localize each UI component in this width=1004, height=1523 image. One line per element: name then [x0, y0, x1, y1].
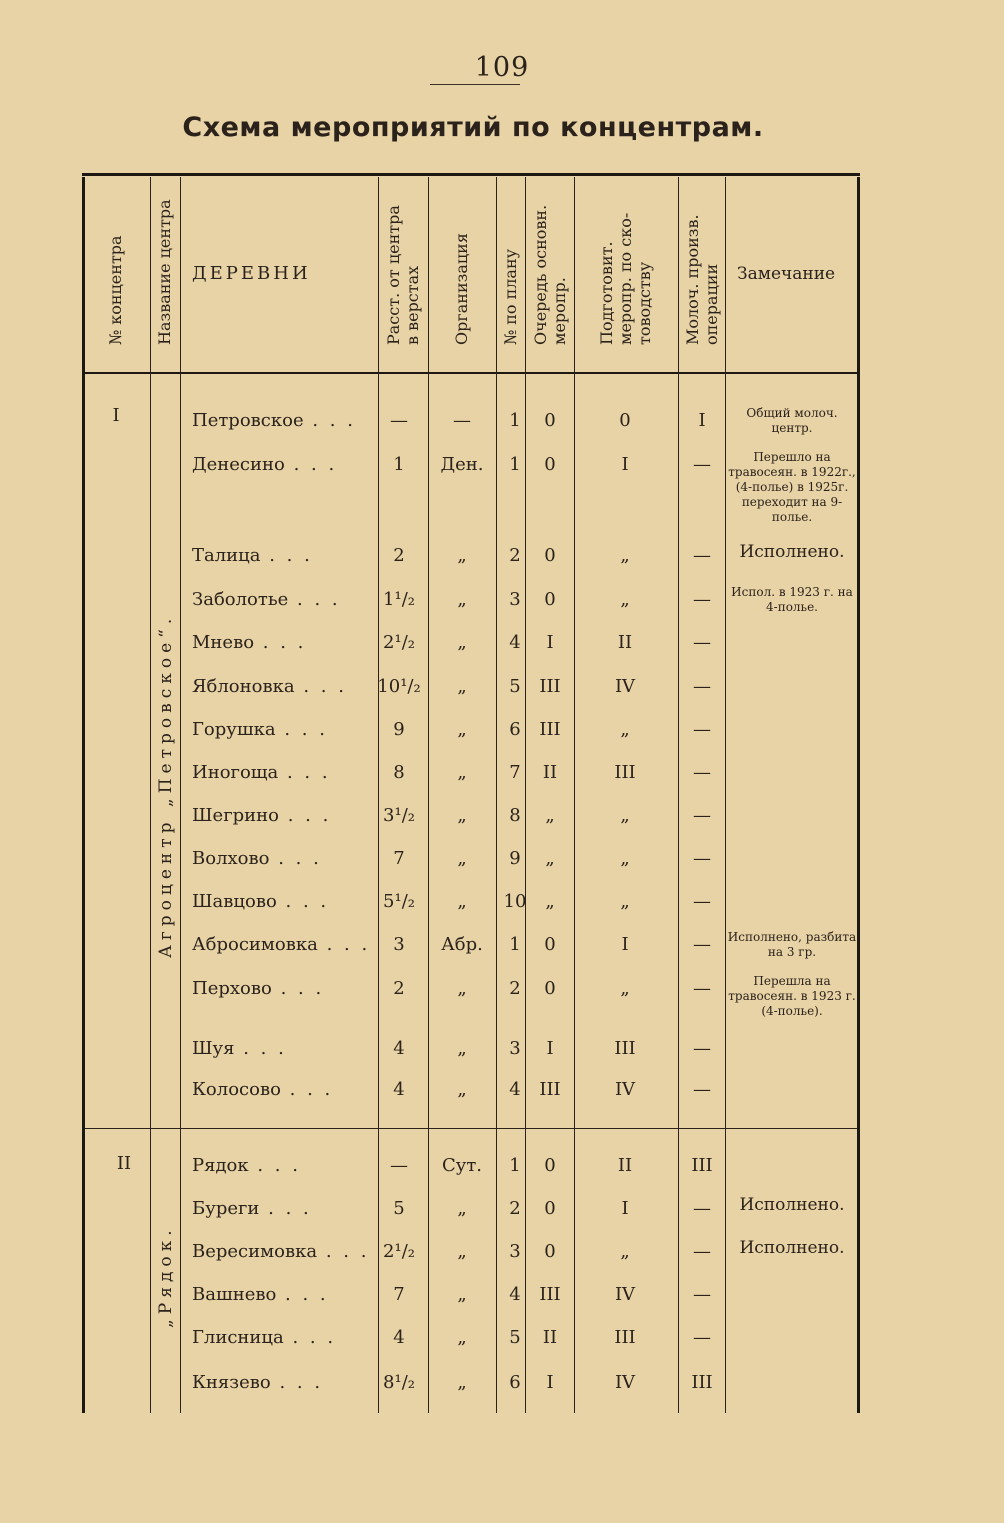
leader-dots: . . . — [248, 1155, 301, 1176]
cell-org: „ — [457, 545, 467, 566]
remark-note: Испол. в 1923 г. на 4-полье. — [731, 585, 853, 614]
cell-order: 0 — [544, 1155, 556, 1176]
cell-distance: 2¹/₂ — [383, 632, 415, 653]
table-top-rule — [82, 173, 860, 176]
header-order — [525, 177, 574, 371]
cell-plan: 1 — [509, 934, 521, 955]
cell-org: — — [453, 410, 471, 431]
leader-dots: . . . — [288, 589, 341, 610]
cell-prep: „ — [620, 848, 630, 869]
cell-plan: 1 — [509, 1155, 521, 1176]
cell-dairy: — — [693, 1241, 711, 1262]
header-plan-number — [496, 177, 525, 371]
cell-plan: 2 — [509, 1198, 521, 1219]
leader-dots: . . . — [260, 545, 313, 566]
header-text: Расст. от центра — [384, 205, 403, 345]
cell-dairy: — — [693, 1198, 711, 1219]
cell-plan: 10 — [503, 891, 527, 912]
leader-dots: . . . — [254, 632, 307, 653]
remark-note: Перешло на травосеян. в 1922г., (4-полье) в 1925г. переходит на 9-полье. — [728, 450, 856, 524]
cell-org: Абр. — [441, 934, 483, 955]
cell-distance: 3¹/₂ — [383, 805, 415, 826]
page-number: 109 — [474, 52, 530, 83]
leader-dots: . . . — [303, 410, 356, 431]
leader-dots: . . . — [283, 1327, 337, 1348]
cell-dairy: — — [693, 676, 711, 697]
cell-plan: 3 — [509, 589, 521, 610]
cell-distance: 7 — [393, 1284, 405, 1305]
cell-dairy: — — [693, 805, 711, 826]
cell-dairy: — — [693, 1079, 711, 1100]
cell-distance: 4 — [393, 1038, 405, 1059]
village-name — [192, 1327, 336, 1348]
cell-plan: 2 — [509, 545, 521, 566]
leader-dots: . . . — [275, 719, 328, 740]
village-name — [192, 978, 324, 999]
cell-order: III — [539, 719, 561, 740]
header-text: Очередь основн. — [530, 204, 550, 345]
village-name — [192, 1284, 329, 1305]
cell-distance: 4 — [393, 1327, 405, 1348]
cell-dairy: — — [693, 848, 711, 869]
cell-order: III — [539, 1284, 561, 1305]
cell-org: „ — [457, 1079, 467, 1100]
cell-distance: 5 — [393, 1198, 405, 1219]
cell-org: Ден. — [440, 454, 484, 475]
cell-prep: „ — [620, 978, 630, 999]
cell-org: „ — [457, 589, 467, 610]
cell-order: 0 — [544, 410, 556, 431]
header-text: Подготовит. — [597, 241, 616, 345]
cell-prep: III — [614, 762, 636, 783]
cell-distance: 1 — [393, 454, 405, 475]
cell-prep: I — [621, 1198, 629, 1219]
cell-prep: IV — [614, 1284, 636, 1305]
column-line — [725, 177, 726, 1413]
village-name-text: Перхово — [192, 978, 272, 999]
remark-note: Исполнено. — [739, 542, 845, 562]
cell-dairy: — — [693, 454, 711, 475]
cell-order: „ — [545, 848, 555, 869]
page-number-rule — [430, 84, 520, 85]
cell-dairy: — — [693, 1284, 711, 1305]
cell-prep: „ — [620, 805, 630, 826]
leader-dots: . . . — [317, 934, 371, 955]
cell-order: 0 — [544, 545, 556, 566]
cell-prep: IV — [614, 1372, 636, 1393]
cell-org: „ — [457, 1038, 467, 1059]
cell-distance: 5¹/₂ — [383, 891, 415, 912]
village-name — [192, 545, 313, 566]
header-preparatory — [574, 177, 678, 371]
village-name — [192, 1155, 301, 1176]
cell-dairy: — — [693, 891, 711, 912]
header-dairy — [678, 177, 725, 371]
header-text: Молоч. произв. — [682, 214, 702, 345]
village-name-text: Шавцово — [192, 891, 277, 912]
header-text: Название центра — [155, 199, 174, 345]
cell-order: „ — [545, 805, 555, 826]
cell-plan: 1 — [509, 454, 521, 475]
cell-plan: 3 — [509, 1038, 521, 1059]
leader-dots: . . . — [271, 978, 325, 999]
village-name-text: Рядок — [192, 1155, 249, 1176]
cell-org: „ — [457, 978, 467, 999]
cell-prep: IV — [614, 1079, 636, 1100]
village-name-text: Иногоща — [192, 762, 279, 783]
cell-order: III — [539, 676, 561, 697]
cell-plan: 9 — [509, 848, 521, 869]
cell-dairy: — — [693, 1327, 711, 1348]
cell-distance: — — [390, 410, 408, 431]
remark-note: Исполнено. — [739, 1195, 845, 1215]
leader-dots: . . . — [280, 1079, 334, 1100]
cell-prep: „ — [620, 589, 630, 610]
village-name-text: Вересимовка — [192, 1241, 318, 1262]
header-text: Организация — [452, 233, 471, 345]
leader-dots: . . . — [317, 1241, 370, 1262]
cell-plan: 4 — [509, 1079, 521, 1100]
header-num-concentra — [82, 177, 150, 371]
cell-dairy: — — [693, 719, 711, 740]
cell-distance: 3 — [393, 934, 405, 955]
village-name-text: Денесино — [192, 454, 285, 475]
remark-note: Общий молоч. центр. — [746, 406, 838, 435]
section-divider — [82, 1128, 860, 1129]
village-name-text: Яблоновка — [192, 676, 295, 697]
cell-prep: II — [617, 632, 633, 653]
cell-order: 0 — [544, 1241, 556, 1262]
cell-order: 0 — [544, 934, 556, 955]
cell-org: Сут. — [441, 1155, 483, 1176]
cell-prep: „ — [620, 719, 630, 740]
header-text: товодству — [635, 261, 654, 345]
cell-org: „ — [457, 1284, 467, 1305]
village-name-text: Колосово — [192, 1079, 281, 1100]
cell-plan: 6 — [509, 1372, 521, 1393]
cell-distance: 2¹/₂ — [383, 1241, 415, 1262]
cell-order: II — [542, 762, 558, 783]
village-name — [192, 1241, 369, 1262]
leader-dots: . . . — [284, 454, 338, 475]
cell-prep: 0 — [619, 410, 631, 431]
village-name — [192, 410, 356, 431]
cell-dairy: III — [691, 1372, 713, 1393]
village-name-text: Горушка — [192, 719, 276, 740]
village-name-text: Волхово — [192, 848, 270, 869]
village-name-text: Князево — [192, 1372, 271, 1393]
header-text: в верстах — [403, 265, 422, 345]
cell-org: „ — [457, 1372, 467, 1393]
village-name-text: Заболотье — [192, 589, 289, 610]
leader-dots: . . . — [270, 1372, 324, 1393]
cell-dairy: — — [693, 632, 711, 653]
cell-dairy: I — [698, 410, 706, 431]
cell-org: „ — [457, 805, 467, 826]
village-name — [192, 1079, 333, 1100]
cell-plan: 4 — [509, 1284, 521, 1305]
leader-dots: . . . — [276, 1284, 329, 1305]
cell-dairy: — — [693, 762, 711, 783]
column-line — [180, 177, 181, 1413]
cell-distance: 4 — [393, 1079, 405, 1100]
village-name — [192, 805, 331, 826]
cell-distance: 7 — [393, 848, 405, 869]
header-bottom-rule — [82, 372, 860, 374]
village-name — [192, 934, 370, 955]
village-name — [192, 1372, 323, 1393]
village-name-text: Буреги — [192, 1198, 260, 1219]
cell-plan: 5 — [509, 1327, 521, 1348]
cell-prep: III — [614, 1038, 636, 1059]
remark-note: Исполнено, разбита на 3 гр. — [727, 930, 857, 959]
village-name-text: Мнево — [192, 632, 255, 653]
cell-order: III — [539, 1079, 561, 1100]
cell-order: 0 — [544, 454, 556, 475]
cell-plan: 7 — [509, 762, 521, 783]
leader-dots: . . . — [234, 1038, 287, 1059]
cell-prep: III — [614, 1327, 636, 1348]
cell-distance: 8 — [393, 762, 405, 783]
cell-prep: II — [617, 1155, 633, 1176]
concentra-number: I — [112, 405, 120, 426]
cell-distance: 2 — [393, 978, 405, 999]
header-remarks: Замечание — [737, 264, 836, 284]
header-text: меропр. — [549, 277, 569, 345]
leader-dots: . . . — [259, 1198, 312, 1219]
cell-plan: 5 — [509, 676, 521, 697]
remark-note: Исполнено. — [739, 1238, 845, 1258]
village-name-text: Глисница — [192, 1327, 284, 1348]
cell-org: „ — [457, 1327, 467, 1348]
header-text: меропр. по ско- — [616, 212, 635, 345]
cell-org: „ — [457, 676, 467, 697]
cell-order: 0 — [544, 978, 556, 999]
village-name — [192, 891, 329, 912]
cell-order: I — [546, 1038, 554, 1059]
cell-plan: 8 — [509, 805, 521, 826]
cell-org: „ — [457, 848, 467, 869]
remark-note: Перешла на травосеян. в 1923 г. (4-полье). — [728, 974, 856, 1018]
cell-plan: 4 — [509, 632, 521, 653]
header-organization — [428, 177, 496, 371]
header-text: № по плану — [500, 248, 520, 345]
cell-prep: „ — [620, 891, 630, 912]
leader-dots: . . . — [294, 676, 347, 697]
cell-order: 0 — [544, 1198, 556, 1219]
village-name-text: Талица — [192, 545, 261, 566]
cell-distance: 9 — [393, 719, 405, 740]
cell-distance: 8¹/₂ — [383, 1372, 415, 1393]
village-name-text: Шегрино — [192, 805, 279, 826]
header-distance — [378, 177, 428, 371]
concentra-number: II — [116, 1153, 132, 1174]
village-name — [192, 589, 341, 610]
cell-plan: 3 — [509, 1241, 521, 1262]
cell-dairy: — — [693, 978, 711, 999]
cell-order: „ — [545, 891, 555, 912]
cell-plan: 2 — [509, 978, 521, 999]
village-name-text: Шуя — [192, 1038, 235, 1059]
cell-prep: IV — [614, 676, 636, 697]
cell-org: „ — [457, 632, 467, 653]
cell-distance: 1¹/₂ — [383, 589, 415, 610]
cell-prep: „ — [620, 545, 630, 566]
cell-dairy: — — [693, 589, 711, 610]
village-name — [192, 1038, 287, 1059]
measures-table — [82, 173, 860, 1413]
village-name — [192, 1198, 312, 1219]
cell-org: „ — [457, 719, 467, 740]
page-title: Схема мероприятий по концентрам. — [182, 112, 764, 143]
cell-distance: 2 — [393, 545, 405, 566]
village-name — [192, 719, 328, 740]
center-name-label: Агроцентр „Петровское“. — [156, 613, 176, 958]
village-name — [192, 848, 322, 869]
cell-distance: 10¹/₂ — [377, 676, 421, 697]
cell-order: 0 — [544, 589, 556, 610]
cell-distance: — — [390, 1155, 408, 1176]
header-villages: ДЕРЕВНИ — [192, 263, 311, 284]
cell-plan: 1 — [509, 410, 521, 431]
leader-dots: . . . — [269, 848, 322, 869]
cell-org: „ — [457, 1241, 467, 1262]
village-name-text: Абросимовка — [192, 934, 318, 955]
cell-dairy: — — [693, 934, 711, 955]
column-line — [857, 177, 860, 1413]
cell-org: „ — [457, 1198, 467, 1219]
cell-org: „ — [457, 891, 467, 912]
cell-order: II — [542, 1327, 558, 1348]
village-name — [192, 454, 337, 475]
header-center-name — [150, 177, 180, 371]
cell-prep: „ — [620, 1241, 630, 1262]
village-name — [192, 762, 331, 783]
village-name — [192, 632, 306, 653]
cell-order: I — [546, 1372, 554, 1393]
center-name-label: „Рядок. — [156, 1225, 176, 1328]
cell-org: „ — [457, 762, 467, 783]
cell-prep: I — [621, 934, 629, 955]
cell-dairy: — — [693, 1038, 711, 1059]
cell-order: I — [546, 632, 554, 653]
leader-dots: . . . — [278, 762, 331, 783]
leader-dots: . . . — [276, 891, 330, 912]
cell-plan: 6 — [509, 719, 521, 740]
village-name-text: Вашнево — [192, 1284, 277, 1305]
cell-dairy: — — [693, 545, 711, 566]
header-text: операции — [701, 263, 721, 345]
header-text: № концентра — [106, 235, 125, 345]
leader-dots: . . . — [278, 805, 332, 826]
village-name-text: Петровское — [192, 410, 304, 431]
village-name — [192, 676, 347, 697]
cell-prep: I — [621, 454, 629, 475]
cell-dairy: III — [691, 1155, 713, 1176]
